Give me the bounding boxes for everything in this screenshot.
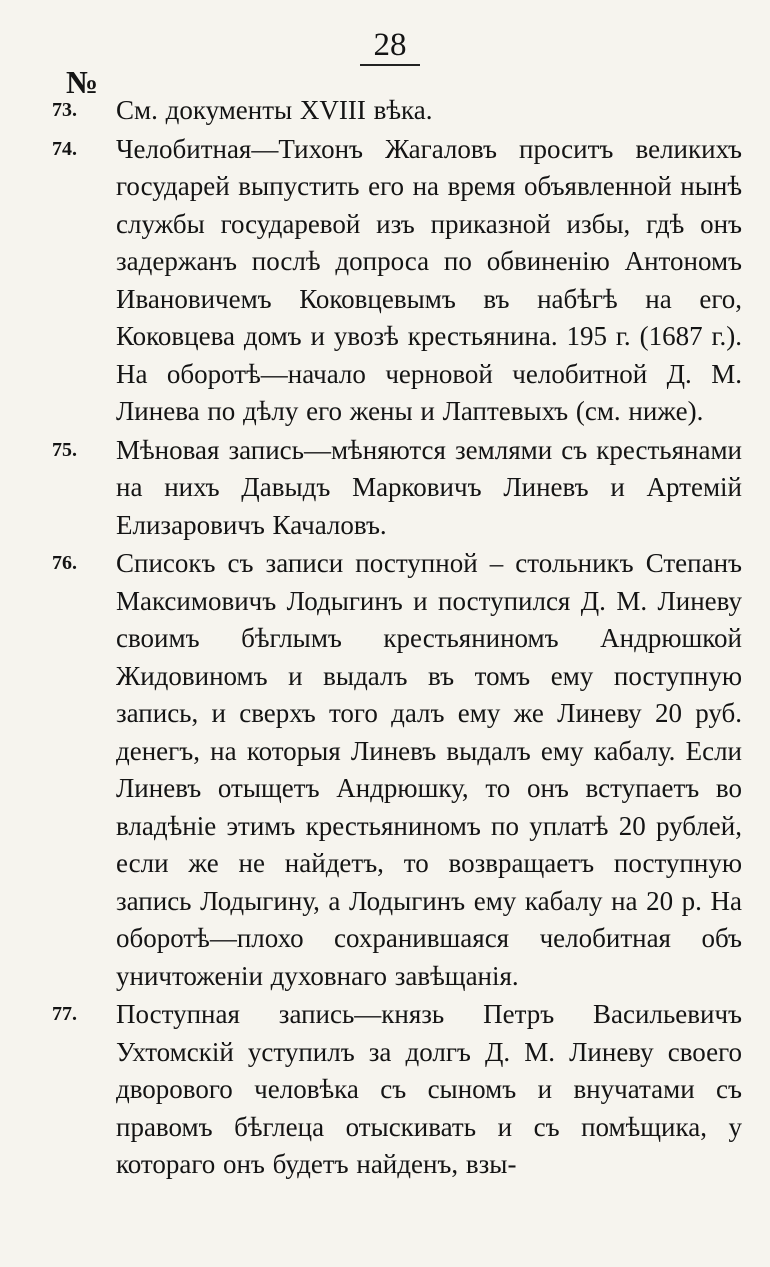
- entry-number: 74.: [52, 137, 77, 160]
- entry-number: 75.: [52, 438, 77, 461]
- list-item: [52, 92, 742, 130]
- entry-text: Списокъ съ записи поступной – стольникъ Степанъ Максимовичъ Лодыгинъ и поступился Д. М. Линеву своимъ бѣглымъ крестьяниномъ Андрюшкой Жидовиномъ и выдалъ въ томъ ему поступную запись, и сверхъ того далъ ему же Линеву 20 руб. денегъ, на которыя Линевъ выдалъ ему кабалу. Если Линевъ отыщетъ Андрюшку, то онъ вступаетъ во владѣніе этимъ крестьяниномъ по уплатѣ 20 рублей, если же не найдетъ, то возвращаетъ поступную запись Лодыгину, а Лодыгинъ ему кабалу на 20 р. На оборотѣ—плохо сохранившаяся челобитная объ уничтоженіи духовнаго завѣщанія.: [116, 548, 742, 991]
- entry-text: Мѣновая запись—мѣняются землями съ крестьянами на нихъ Давыдъ Марковичъ Линевъ и Артемій Елизаровичъ Качаловъ.: [116, 434, 742, 540]
- list-item: [52, 545, 742, 995]
- entry-text: Челобитная—Тихонъ Жагаловъ проситъ великихъ государей выпустить его на время объявленной нынѣ службы государевой изъ приказной избы, гдѣ онъ задержанъ послѣ допроса по обвиненію Антономъ Ивановичемъ Коковцевымъ въ набѣгѣ на его, Коковцева домъ и увозѣ крестьянина. 195 г. (1687 г.). На оборотѣ—начало черновой челобитной Д. М. Линева по дѣлу его жены и Лаптевыхъ (см. ниже).: [116, 133, 742, 426]
- entries-list: [52, 92, 742, 1184]
- entry-number: 76.: [52, 552, 77, 574]
- list-item: [52, 996, 742, 1184]
- page-number: 28: [373, 27, 407, 63]
- column-header-numero: №: [66, 64, 99, 100]
- entry-text: См. документы XVIII вѣка.: [116, 95, 433, 125]
- list-item: [52, 131, 742, 431]
- page-number-underline: [360, 64, 420, 66]
- entry-number: 73.: [52, 99, 77, 121]
- entry-text: Поступная запись—князь Петръ Васильевичъ Ухтомскій уступилъ за долгъ Д. М. Линеву своего дворового человѣка съ сыномъ и внучатами съ правомъ бѣглеца отыскивать и съ помѣщика, у котораго онъ будетъ найденъ, взы-: [116, 999, 742, 1179]
- list-item: [52, 432, 742, 545]
- entry-number: 77.: [52, 1003, 77, 1025]
